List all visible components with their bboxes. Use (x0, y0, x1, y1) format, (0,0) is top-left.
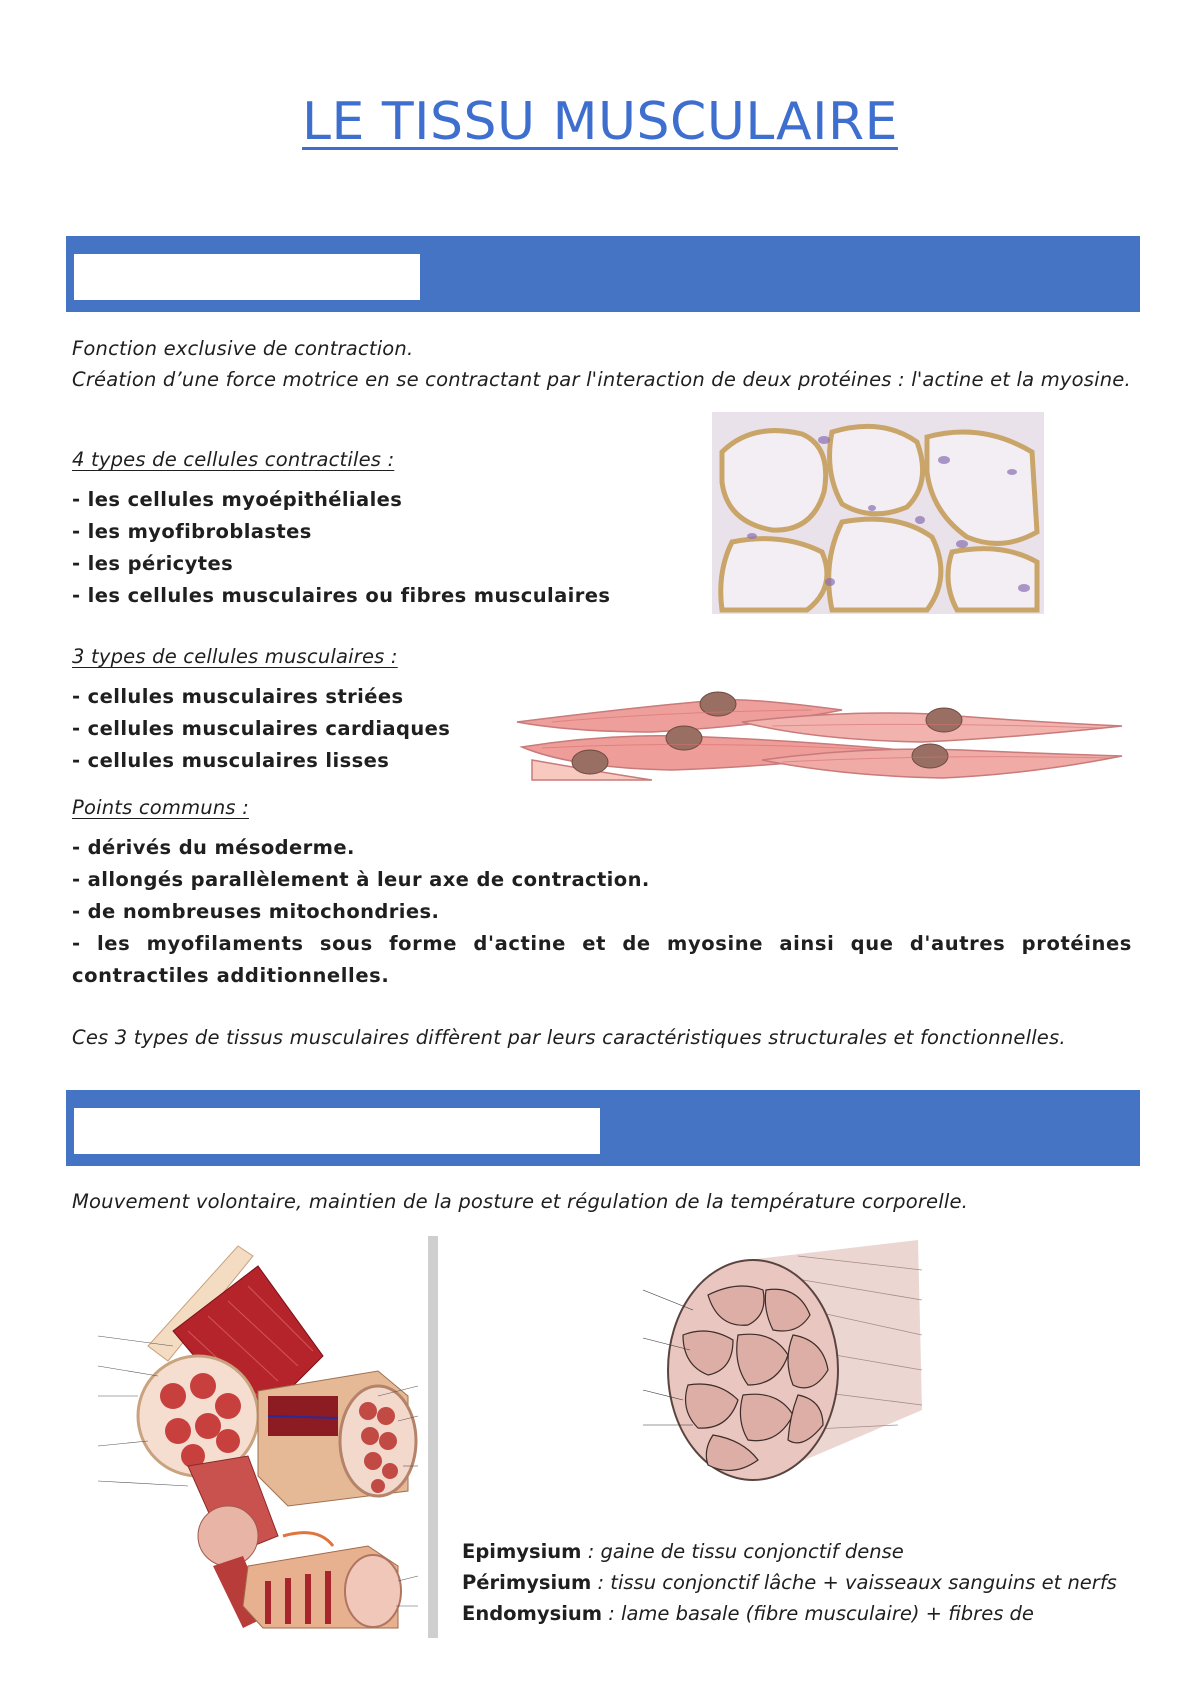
contractile-types-heading: 4 types de cellules contractiles : (72, 448, 395, 471)
list-item: - les myofibroblastes (72, 520, 312, 543)
section-header-band-1 (66, 236, 1140, 312)
list-item: - cellules musculaires striées (72, 685, 404, 708)
list-item: - les cellules musculaires ou fibres musculaires (72, 584, 611, 607)
definition-perimysium (462, 1567, 1162, 1598)
list-item: - les myofilaments sous forme d'actine et de myosine ainsi que d'autres protéines contractiles additionnelles. (72, 932, 1132, 987)
fascicle-section-image (598, 1240, 922, 1490)
section-header-band-2 (66, 1090, 1140, 1166)
definition-text: : tissu conjonctif lâche + vaisseaux sanguins et nerfs (591, 1571, 1117, 1594)
intro-text (72, 333, 1142, 395)
list-item: - cellules musculaires lisses (72, 749, 390, 772)
muscle-anatomy-image (78, 1236, 438, 1638)
smooth-muscle-illustration (512, 682, 1128, 784)
list-item: - les péricytes (72, 552, 234, 575)
tissue-definitions (462, 1536, 1162, 1629)
definition-endomysium (462, 1598, 1162, 1629)
definition-term: Endomysium (462, 1602, 603, 1625)
muscle-types-heading: 3 types de cellules musculaires : (72, 645, 398, 668)
definition-epimysium (462, 1536, 1162, 1567)
common-points-list (72, 832, 1132, 992)
conclusion-text: Ces 3 types de tissus musculaires diffèrent par leurs caractéristiques structurales et fonctionnelles. (72, 1026, 1066, 1049)
muscle-anatomy-illustration (78, 1236, 438, 1638)
list-item: - de nombreuses mitochondries. (72, 900, 440, 923)
section-title-box-1 (74, 254, 420, 300)
fascicle-illustration (598, 1240, 922, 1490)
muscle-types-list (72, 681, 450, 777)
definition-term: Périmysium (462, 1571, 592, 1594)
common-points-heading: Points communs : (72, 796, 249, 819)
page-title: LE TISSU MUSCULAIRE (302, 92, 898, 152)
intro-line-1: Fonction exclusive de contraction. (72, 337, 414, 360)
definition-text: : gaine de tissu conjonctif dense (581, 1540, 904, 1563)
histology-image (712, 412, 1044, 614)
definition-text: : lame basale (fibre musculaire) + fibres de (602, 1602, 1034, 1625)
histology-illustration (712, 412, 1044, 614)
intro-line-2: Création d’une force motrice en se contractant par l'interaction de deux protéines : l'actine et la myosine. (72, 368, 1131, 391)
list-item: - cellules musculaires cardiaques (72, 717, 451, 740)
smooth-muscle-cells-image (512, 682, 1128, 784)
definition-term: Epimysium (462, 1540, 582, 1563)
list-item: - les cellules myoépithéliales (72, 488, 403, 511)
section-title-box-2 (74, 1108, 600, 1154)
list-item: - allongés parallèlement à leur axe de contraction. (72, 868, 650, 891)
list-item: - dérivés du mésoderme. (72, 836, 355, 859)
section2-intro: Mouvement volontaire, maintien de la posture et régulation de la température corporelle. (72, 1190, 969, 1213)
contractile-types-list (72, 484, 610, 612)
